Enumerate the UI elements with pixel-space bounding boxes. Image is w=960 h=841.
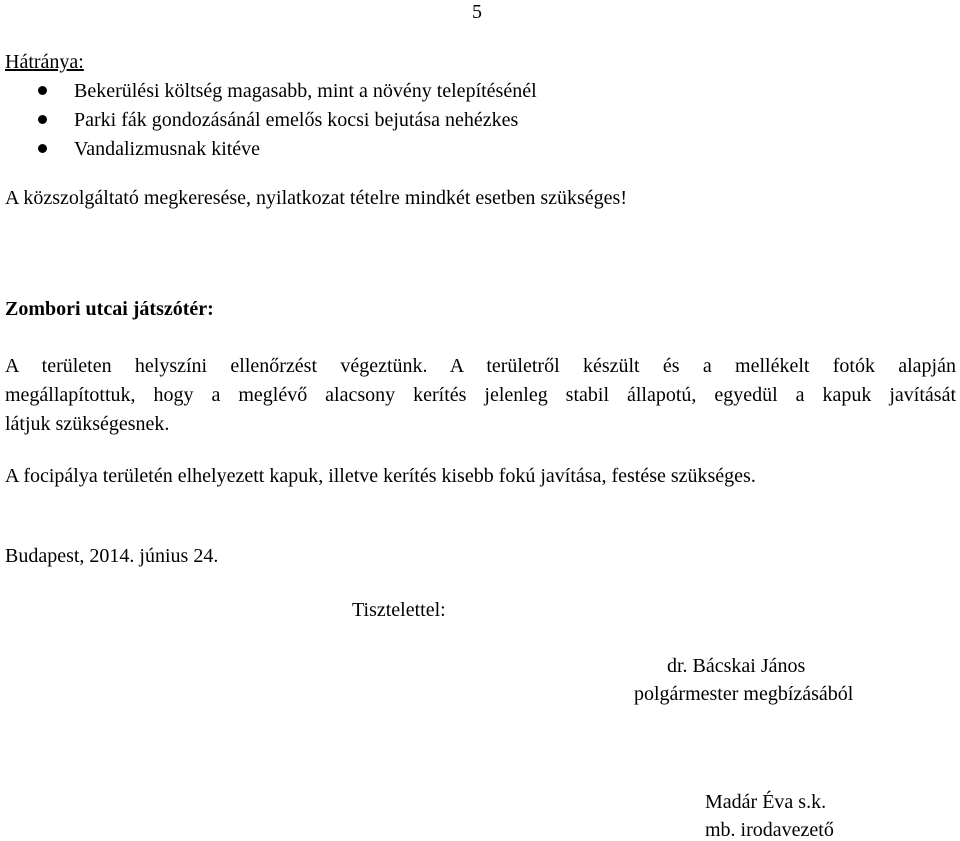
list-item-text: Parki fák gondozásánál emelős kocsi bejutása nehézkes [74,109,519,131]
list-item [0,138,537,167]
paragraph-line: megállapítottuk, hogy a meglévő alacsony kerítés jelenleg stabil állapotú, egyedül a kapuk javítását [5,384,956,406]
inspection-paragraph [5,352,956,439]
page-number: 5 [472,1,482,23]
section-title: Zombori utcai játszótér: [5,298,214,320]
regards: Tisztelettel: [352,599,446,621]
utility-note: A közszolgáltató megkeresése, nyilatkozat tételre mindkét esetben szükséges! [5,187,628,209]
signatory-name: Madár Éva s.k. [705,791,827,813]
list-item-text: Bekerülési költség magasabb, mint a növény telepítésénél [74,80,537,102]
list-item [0,109,537,138]
bullet-icon [38,144,47,153]
football-note: A focipálya területén elhelyezett kapuk, illetve kerítés kisebb fokú javítása, festése szükséges. [5,465,756,487]
signatory-role: polgármester megbízásából [634,683,854,705]
disadvantages-heading: Hátránya: [5,51,84,73]
signatory-name: dr. Bácskai János [667,655,806,677]
list-item [0,80,537,109]
bullet-icon [38,115,47,124]
list-item-text: Vandalizmusnak kitéve [74,138,261,160]
place-date: Budapest, 2014. június 24. [5,545,219,567]
bullet-icon [38,86,47,95]
disadvantages-list [0,80,537,167]
paragraph-line: látjuk szükségesnek. [5,413,170,435]
signatory-role: mb. irodavezető [705,819,834,841]
paragraph-line: A területen helyszíni ellenőrzést végeztünk. A területről készült és a mellékelt fotók alapján [5,355,956,377]
